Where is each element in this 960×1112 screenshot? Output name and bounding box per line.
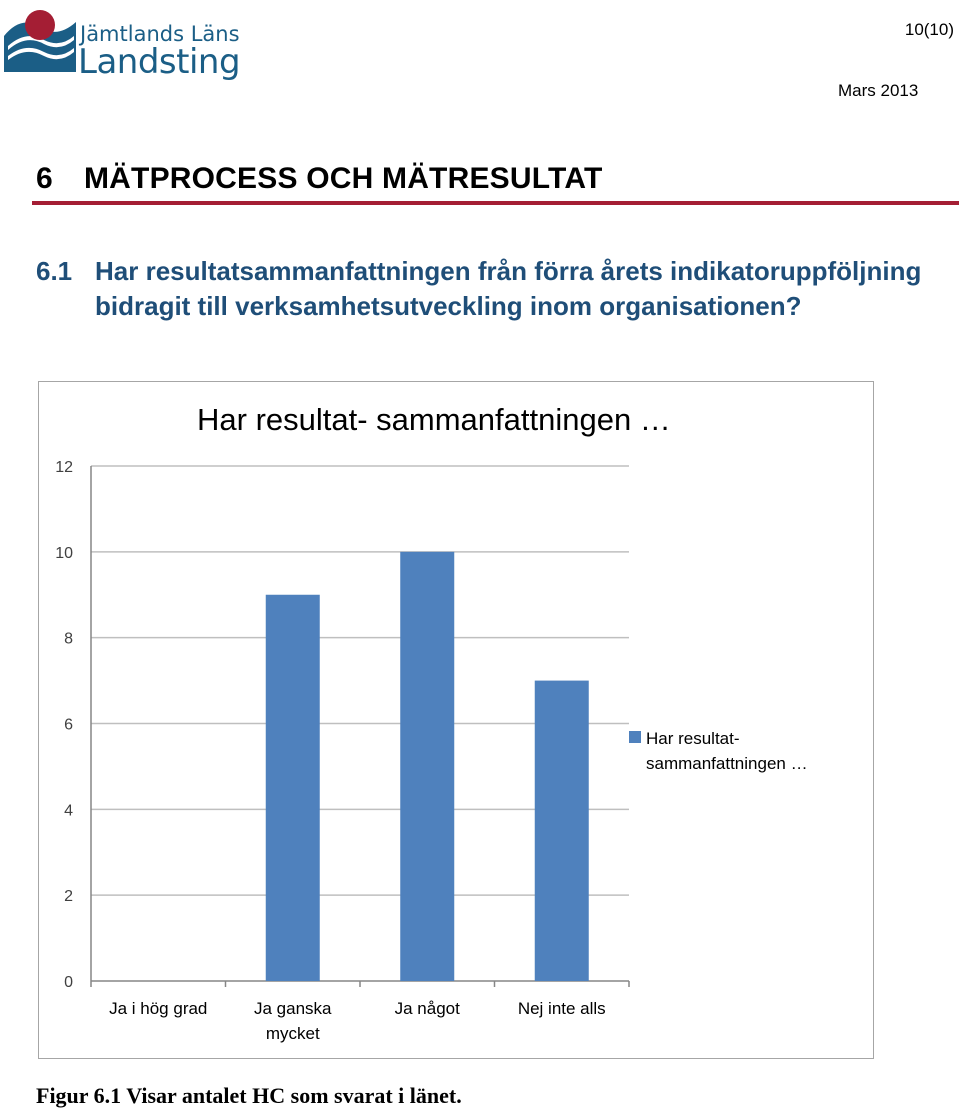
bar xyxy=(266,595,320,981)
bar xyxy=(535,681,589,981)
section-heading xyxy=(36,162,603,196)
x-tick-label: Ja i hög grad xyxy=(109,999,208,1018)
subsection-title: Har resultatsammanfattningen från förra årets indikatoruppföljning bidragit till verksamhetsutveckling inom organisationen? xyxy=(95,256,922,321)
legend-swatch xyxy=(629,731,641,743)
logo-text-line2: Landsting xyxy=(78,42,241,82)
y-tick-label: 2 xyxy=(64,888,73,906)
document-date: Mars 2013 xyxy=(838,81,919,100)
legend-label: Har resultat- xyxy=(646,729,740,748)
y-tick-label: 0 xyxy=(64,974,73,991)
section-number: 6 xyxy=(36,162,53,195)
logo-emblem-icon xyxy=(4,6,84,80)
bar-chart-canvas xyxy=(39,382,875,1060)
logo-text-line1: Jämtlands Läns xyxy=(80,22,240,46)
page-number: 10(10) xyxy=(904,20,954,39)
y-tick-label: 6 xyxy=(64,716,73,734)
section-title: MÄTPROCESS OCH MÄTRESULTAT xyxy=(83,162,603,195)
subsection-number: 6.1 xyxy=(36,256,73,286)
bar-chart xyxy=(38,381,874,1059)
bar xyxy=(400,552,454,981)
y-tick-label: 8 xyxy=(64,630,73,648)
y-tick-label: 12 xyxy=(55,459,73,476)
legend-label: sammanfattningen … xyxy=(646,754,808,773)
y-tick-label: 10 xyxy=(55,544,73,562)
x-tick-label: Nej inte alls xyxy=(517,999,606,1018)
chart-title: Har resultat- sammanfattningen … xyxy=(197,402,671,437)
landsting-logo xyxy=(4,6,244,80)
x-tick-label: mycket xyxy=(265,1024,320,1043)
x-tick-label: Ja ganska xyxy=(254,999,332,1018)
y-tick-label: 4 xyxy=(64,802,73,820)
figure-caption: Figur 6.1 Visar antalet HC som svarat i länet. xyxy=(36,1083,462,1108)
section-heading-rule xyxy=(32,201,959,205)
x-tick-label: Ja något xyxy=(394,999,460,1018)
